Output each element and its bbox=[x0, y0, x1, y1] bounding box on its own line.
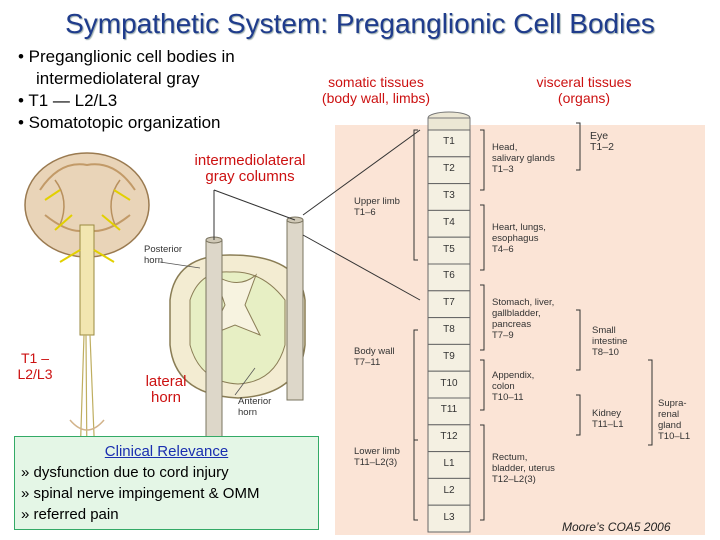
far-region-eye bbox=[590, 131, 614, 153]
far-region-line: intestine bbox=[592, 336, 628, 347]
far-region-line: T1–2 bbox=[590, 141, 614, 153]
visceral-region-line: Appendix, bbox=[492, 370, 535, 381]
visceral-region-line: Heart, lungs, bbox=[492, 222, 546, 233]
somatic-region-lower-limb bbox=[354, 446, 400, 468]
visceral-header-line: visceral tissues bbox=[536, 74, 632, 90]
visceral-region-line: Rectum, bbox=[492, 452, 528, 463]
bullet-item: • Somatotopic organization bbox=[18, 113, 221, 132]
column-top bbox=[428, 118, 470, 130]
visceral-region-line: salivary glands bbox=[492, 153, 555, 164]
anterior-horn-line: horn bbox=[238, 407, 258, 418]
segment-label: L2 bbox=[443, 484, 455, 496]
somatic-region-upper-limb bbox=[354, 196, 400, 218]
far-region-line: Eye bbox=[590, 130, 609, 142]
segment-label: T5 bbox=[443, 243, 455, 255]
anterior-horn-label bbox=[238, 396, 271, 418]
somatic-region-name: Lower limb bbox=[354, 446, 400, 457]
somatic-region-body-wall bbox=[354, 346, 395, 368]
visceral-region-line: bladder, uterus bbox=[492, 463, 555, 474]
visceral-region-rectum bbox=[492, 452, 555, 485]
visceral-header-line: (organs) bbox=[557, 90, 611, 106]
visceral-region-appendix bbox=[492, 370, 534, 403]
far-region-line: T8–10 bbox=[592, 347, 619, 358]
page-title: Sympathetic System: Preganglionic Cell Bodies bbox=[65, 8, 655, 39]
posterior-horn-line: horn bbox=[144, 255, 164, 266]
clinical-item: » referred pain bbox=[21, 506, 119, 523]
segment-label: T12 bbox=[440, 431, 458, 443]
lateral-horn-line: lateral bbox=[145, 373, 187, 390]
segment-label: T6 bbox=[443, 270, 455, 282]
visceral-region-head bbox=[492, 142, 555, 175]
bullet-item: • Preganglionic cell bodies in bbox=[18, 47, 235, 66]
posterior-horn-line: Posterior bbox=[144, 244, 183, 255]
somatic-region-name: Upper limb bbox=[354, 196, 400, 207]
visceral-region-line: Stomach, liver, bbox=[492, 297, 555, 308]
segment-label: L1 bbox=[443, 458, 455, 469]
iml-label-line: intermediolateral bbox=[194, 152, 306, 169]
credit: Moore’s COA5 2006 bbox=[562, 520, 671, 534]
left-label-line: T1 – bbox=[20, 350, 49, 366]
far-region-line: gland bbox=[658, 420, 682, 431]
far-region-line: renal bbox=[658, 409, 680, 420]
visceral-region-line: colon bbox=[492, 381, 515, 392]
left-label-line: L2/L3 bbox=[17, 366, 53, 382]
visceral-region-stomach bbox=[492, 297, 554, 341]
somatic-region-range: T7–11 bbox=[354, 357, 381, 368]
far-region-line: T10–L1 bbox=[658, 431, 691, 442]
far-region-line: T11–L1 bbox=[592, 419, 624, 430]
iml-label-line: gray columns bbox=[205, 168, 295, 185]
segment-column bbox=[428, 112, 470, 532]
segment-label: T3 bbox=[443, 190, 455, 201]
t1-l2l3-label bbox=[5, 350, 65, 382]
visceral-region-line: Head, bbox=[492, 142, 518, 153]
segment-label: T2 bbox=[443, 163, 455, 175]
somatic-region-range: T11–L2(3) bbox=[354, 457, 398, 468]
visceral-region-line: T7–9 bbox=[492, 330, 514, 341]
clinical-heading: Clinical Relevance bbox=[104, 443, 229, 460]
somatic-region-range: T1–6 bbox=[354, 207, 376, 218]
lateral-horn-line: horn bbox=[150, 389, 182, 406]
brain-illustration bbox=[25, 153, 149, 470]
bullet-item: intermediolateral gray bbox=[36, 69, 200, 88]
visceral-region-heart bbox=[492, 222, 546, 255]
segment-label: L3 bbox=[443, 511, 455, 523]
intermediolateral-label bbox=[170, 153, 330, 185]
visceral-region-line: gallbladder, bbox=[492, 308, 541, 319]
visceral-region-line: pancreas bbox=[492, 319, 532, 330]
far-region-suprarenal bbox=[658, 398, 690, 442]
posterior-horn-label bbox=[144, 244, 182, 266]
somatic-header-line: somatic tissues bbox=[328, 74, 424, 90]
clinical-item: » dysfunction due to cord injury bbox=[21, 464, 229, 481]
segment-label: T4 bbox=[443, 216, 455, 228]
far-region-line: Supra- bbox=[658, 398, 687, 409]
visceral-region-line: T10–11 bbox=[492, 392, 524, 403]
clinical-item: » spinal nerve impingement & OMM bbox=[21, 485, 260, 502]
segment-label: T9 bbox=[443, 350, 455, 362]
lateral-horn-label bbox=[126, 374, 206, 406]
far-region-kidney bbox=[592, 408, 624, 430]
segment-label: T8 bbox=[443, 324, 455, 335]
far-region-small-intestine bbox=[592, 325, 627, 358]
segment-label: T11 bbox=[440, 404, 458, 416]
far-region-line: Small bbox=[592, 325, 616, 336]
visceral-region-line: T12–L2(3) bbox=[492, 474, 536, 485]
bullet-item: • T1 — L2/L3 bbox=[18, 91, 118, 110]
visceral-region-line: T1–3 bbox=[492, 164, 514, 175]
segment-label: T1 bbox=[443, 136, 455, 148]
somatic-header-line: (body wall, limbs) bbox=[321, 90, 431, 106]
segment-label: T10 bbox=[440, 377, 458, 389]
anterior-horn-line: Anterior bbox=[238, 396, 272, 407]
segment-label: T7 bbox=[443, 297, 455, 309]
clinical-relevance-box bbox=[14, 436, 319, 530]
visceral-region-line: T4–6 bbox=[492, 244, 514, 255]
visceral-region-line: esophagus bbox=[492, 233, 539, 244]
far-region-line: Kidney bbox=[592, 408, 622, 419]
somatic-region-name: Body wall bbox=[354, 346, 395, 357]
